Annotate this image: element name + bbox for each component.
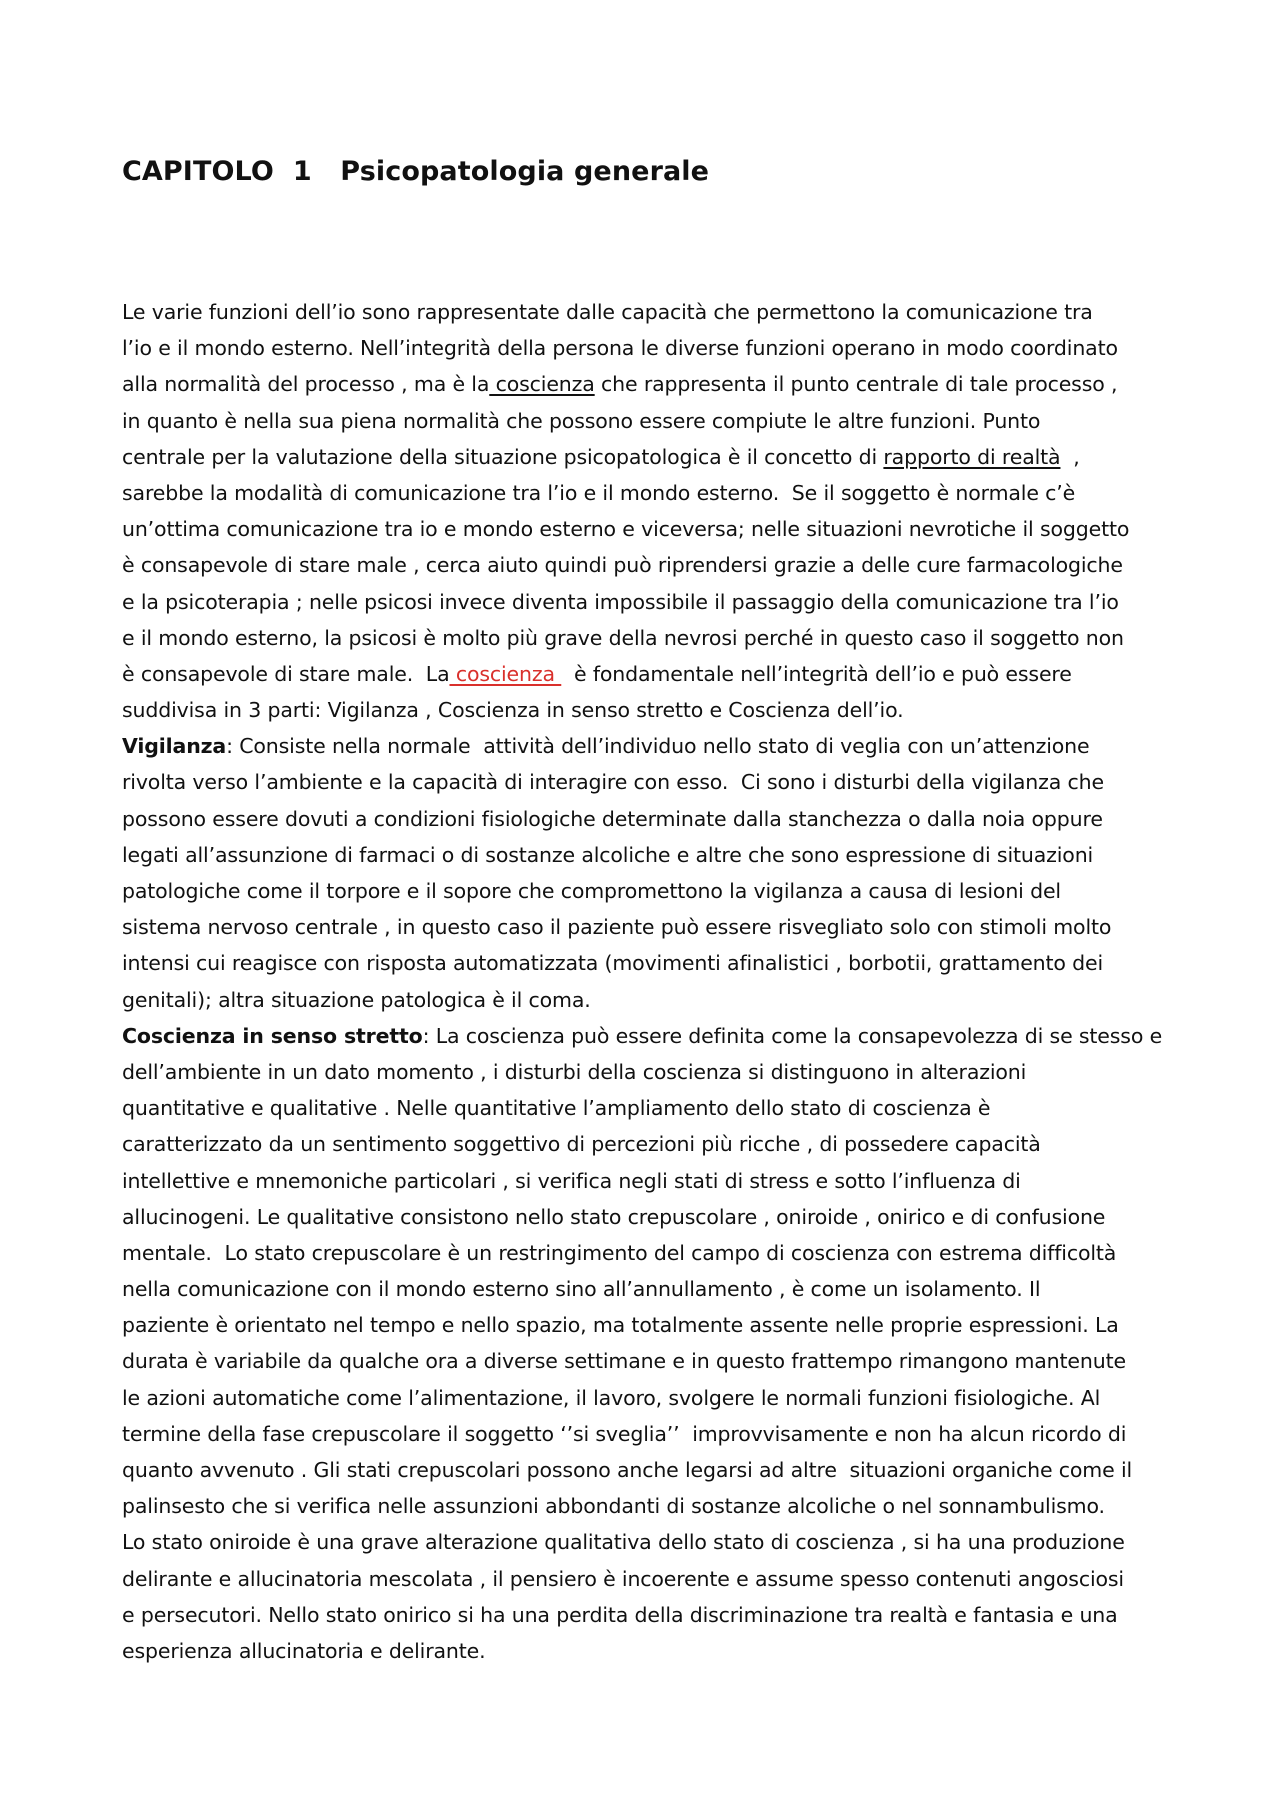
text-line: Vigilanza: Consiste nella normale attività dell’individuo nello stato di veglia con un’attenzione [122, 734, 1090, 759]
text-line: in quanto è nella sua piena normalità che possono essere compiute le altre funzioni. Punto [122, 408, 1041, 433]
chapter-heading [122, 156, 709, 187]
text-line: Lo stato oniroide è una grave alterazione qualitativa dello stato di coscienza , si ha una produzione [122, 1530, 1125, 1555]
chapter-label: CAPITOLO 1 [122, 156, 312, 187]
text-line: e persecutori. Nello stato onirico si ha una perdita della discriminazione tra realtà e fantasia e una [122, 1602, 1118, 1627]
text-line: paziente è orientato nel tempo e nello spazio, ma totalmente assente nelle proprie espressioni. La [122, 1313, 1119, 1338]
text-line: sistema nervoso centrale , in questo caso il paziente può essere risvegliato solo con stimoli molto [122, 915, 1112, 940]
text-line: dell’ambiente in un dato momento , i disturbi della coscienza si distinguono in alterazioni [122, 1059, 1027, 1084]
text-line: allucinogeni. Le qualitative consistono nello stato crepuscolare , oniroide , onirico e di confusione [122, 1204, 1106, 1229]
text-line: intensi cui reagisce con risposta automatizzata (movimenti afinalistici , borbotii, grattamento dei [122, 951, 1104, 976]
text-line: genitali); altra situazione patologica è il coma. [122, 987, 591, 1012]
text-line: alla normalità del processo , ma è la coscienza che rappresenta il punto centrale di tale processo , [122, 372, 1118, 397]
text-line: legati all’assunzione di farmaci o di sostanze alcoliche e altre che sono espressione di situazioni [122, 842, 1094, 867]
text-line: suddivisa in 3 parti: Vigilanza , Coscienza in senso stretto e Coscienza dell’io. [122, 698, 904, 723]
text-line: le azioni automatiche come l’alimentazione, il lavoro, svolgere le normali funzioni fisiologiche. Al [122, 1385, 1101, 1410]
text-line: nella comunicazione con il mondo esterno sino all’annullamento , è come un isolamento. Il [122, 1277, 1041, 1302]
text-line: e la psicoterapia ; nelle psicosi invece diventa impossibile il passaggio della comunicazione tra l’io [122, 589, 1119, 614]
text-line: Coscienza in senso stretto: La coscienza può essere definita come la consapevolezza di se stesso e [122, 1023, 1163, 1048]
text-line: Le varie funzioni dell’io sono rappresentate dalle capacità che permettono la comunicazione tra [122, 300, 1093, 324]
section-heading-vigilanza: Vigilanza [122, 734, 227, 759]
text-line: possono essere dovuti a condizioni fisiologiche determinate dalla stanchezza o dalla noia oppure [122, 806, 1103, 831]
text-line: e il mondo esterno, la psicosi è molto più grave della nevrosi perché in questo caso il soggetto non [122, 625, 1124, 650]
text-line: un’ottima comunicazione tra io e mondo esterno e viceversa; nelle situazioni nevrotiche il soggetto [122, 517, 1130, 542]
text-line: centrale per la valutazione della situazione psicopatologica è il concetto di rapporto di realtà , [122, 444, 1080, 469]
text-line: palinsesto che si verifica nelle assunzioni abbondanti di sostanze alcoliche o nel sonnambulismo. [122, 1494, 1105, 1519]
underlined-term-rapporto-di-realta: rapporto di realtà [883, 444, 1061, 469]
text-line: è consapevole di stare male , cerca aiuto quindi può riprendersi grazie a delle cure farmacologiche [122, 553, 1123, 578]
text-line: durata è variabile da qualche ora a diverse settimane e in questo frattempo rimangono mantenute [122, 1349, 1126, 1374]
text-line: rivolta verso l’ambiente e la capacità di interagire con esso. Ci sono i disturbi della vigilanza che [122, 770, 1104, 795]
text-line: delirante e allucinatoria mescolata , il pensiero è incoerente e assume spesso contenuti angosciosi [122, 1566, 1124, 1591]
underlined-term-coscienza: coscienza [489, 372, 595, 397]
text-line: termine della fase crepuscolare il soggetto ‘’si sveglia’’ improvvisamente e non ha alcun ricordo di [122, 1421, 1127, 1446]
text-line: quanto avvenuto . Gli stati crepuscolari possono anche legarsi ad altre situazioni organiche come il [122, 1458, 1133, 1482]
text-line: intellettive e mnemoniche particolari , si verifica negli stati di stress e sotto l’influenza di [122, 1168, 1021, 1193]
text-line: sarebbe la modalità di comunicazione tra l’io e il mondo esterno. Se il soggetto è normale c’è [122, 480, 1076, 505]
red-underlined-term-coscienza: coscienza [449, 661, 562, 686]
text-line: mentale. Lo stato crepuscolare è un restringimento del campo di coscienza con estrema difficoltà [122, 1240, 1117, 1265]
text-line: patologiche come il torpore e il sopore che compromettono la vigilanza a causa di lesioni del [122, 879, 1061, 903]
section-heading-coscienza: Coscienza in senso stretto [122, 1023, 423, 1048]
chapter-title: Psicopatologia generale [340, 156, 710, 187]
text-line: caratterizzato da un sentimento soggettivo di percezioni più ricche , di possedere capacità [122, 1132, 1041, 1157]
text-line: l’io e il mondo esterno. Nell’integrità della persona le diverse funzioni operano in modo coordinato [122, 336, 1118, 361]
text-line: esperienza allucinatoria e delirante. [122, 1638, 486, 1663]
document-body [122, 294, 1192, 1669]
text-line: è consapevole di stare male. La coscienza è fondamentale nell’integrità dell’io e può essere [122, 661, 1072, 686]
text-line: quantitative e qualitative . Nelle quantitative l’ampliamento dello stato di coscienza è [122, 1096, 991, 1121]
